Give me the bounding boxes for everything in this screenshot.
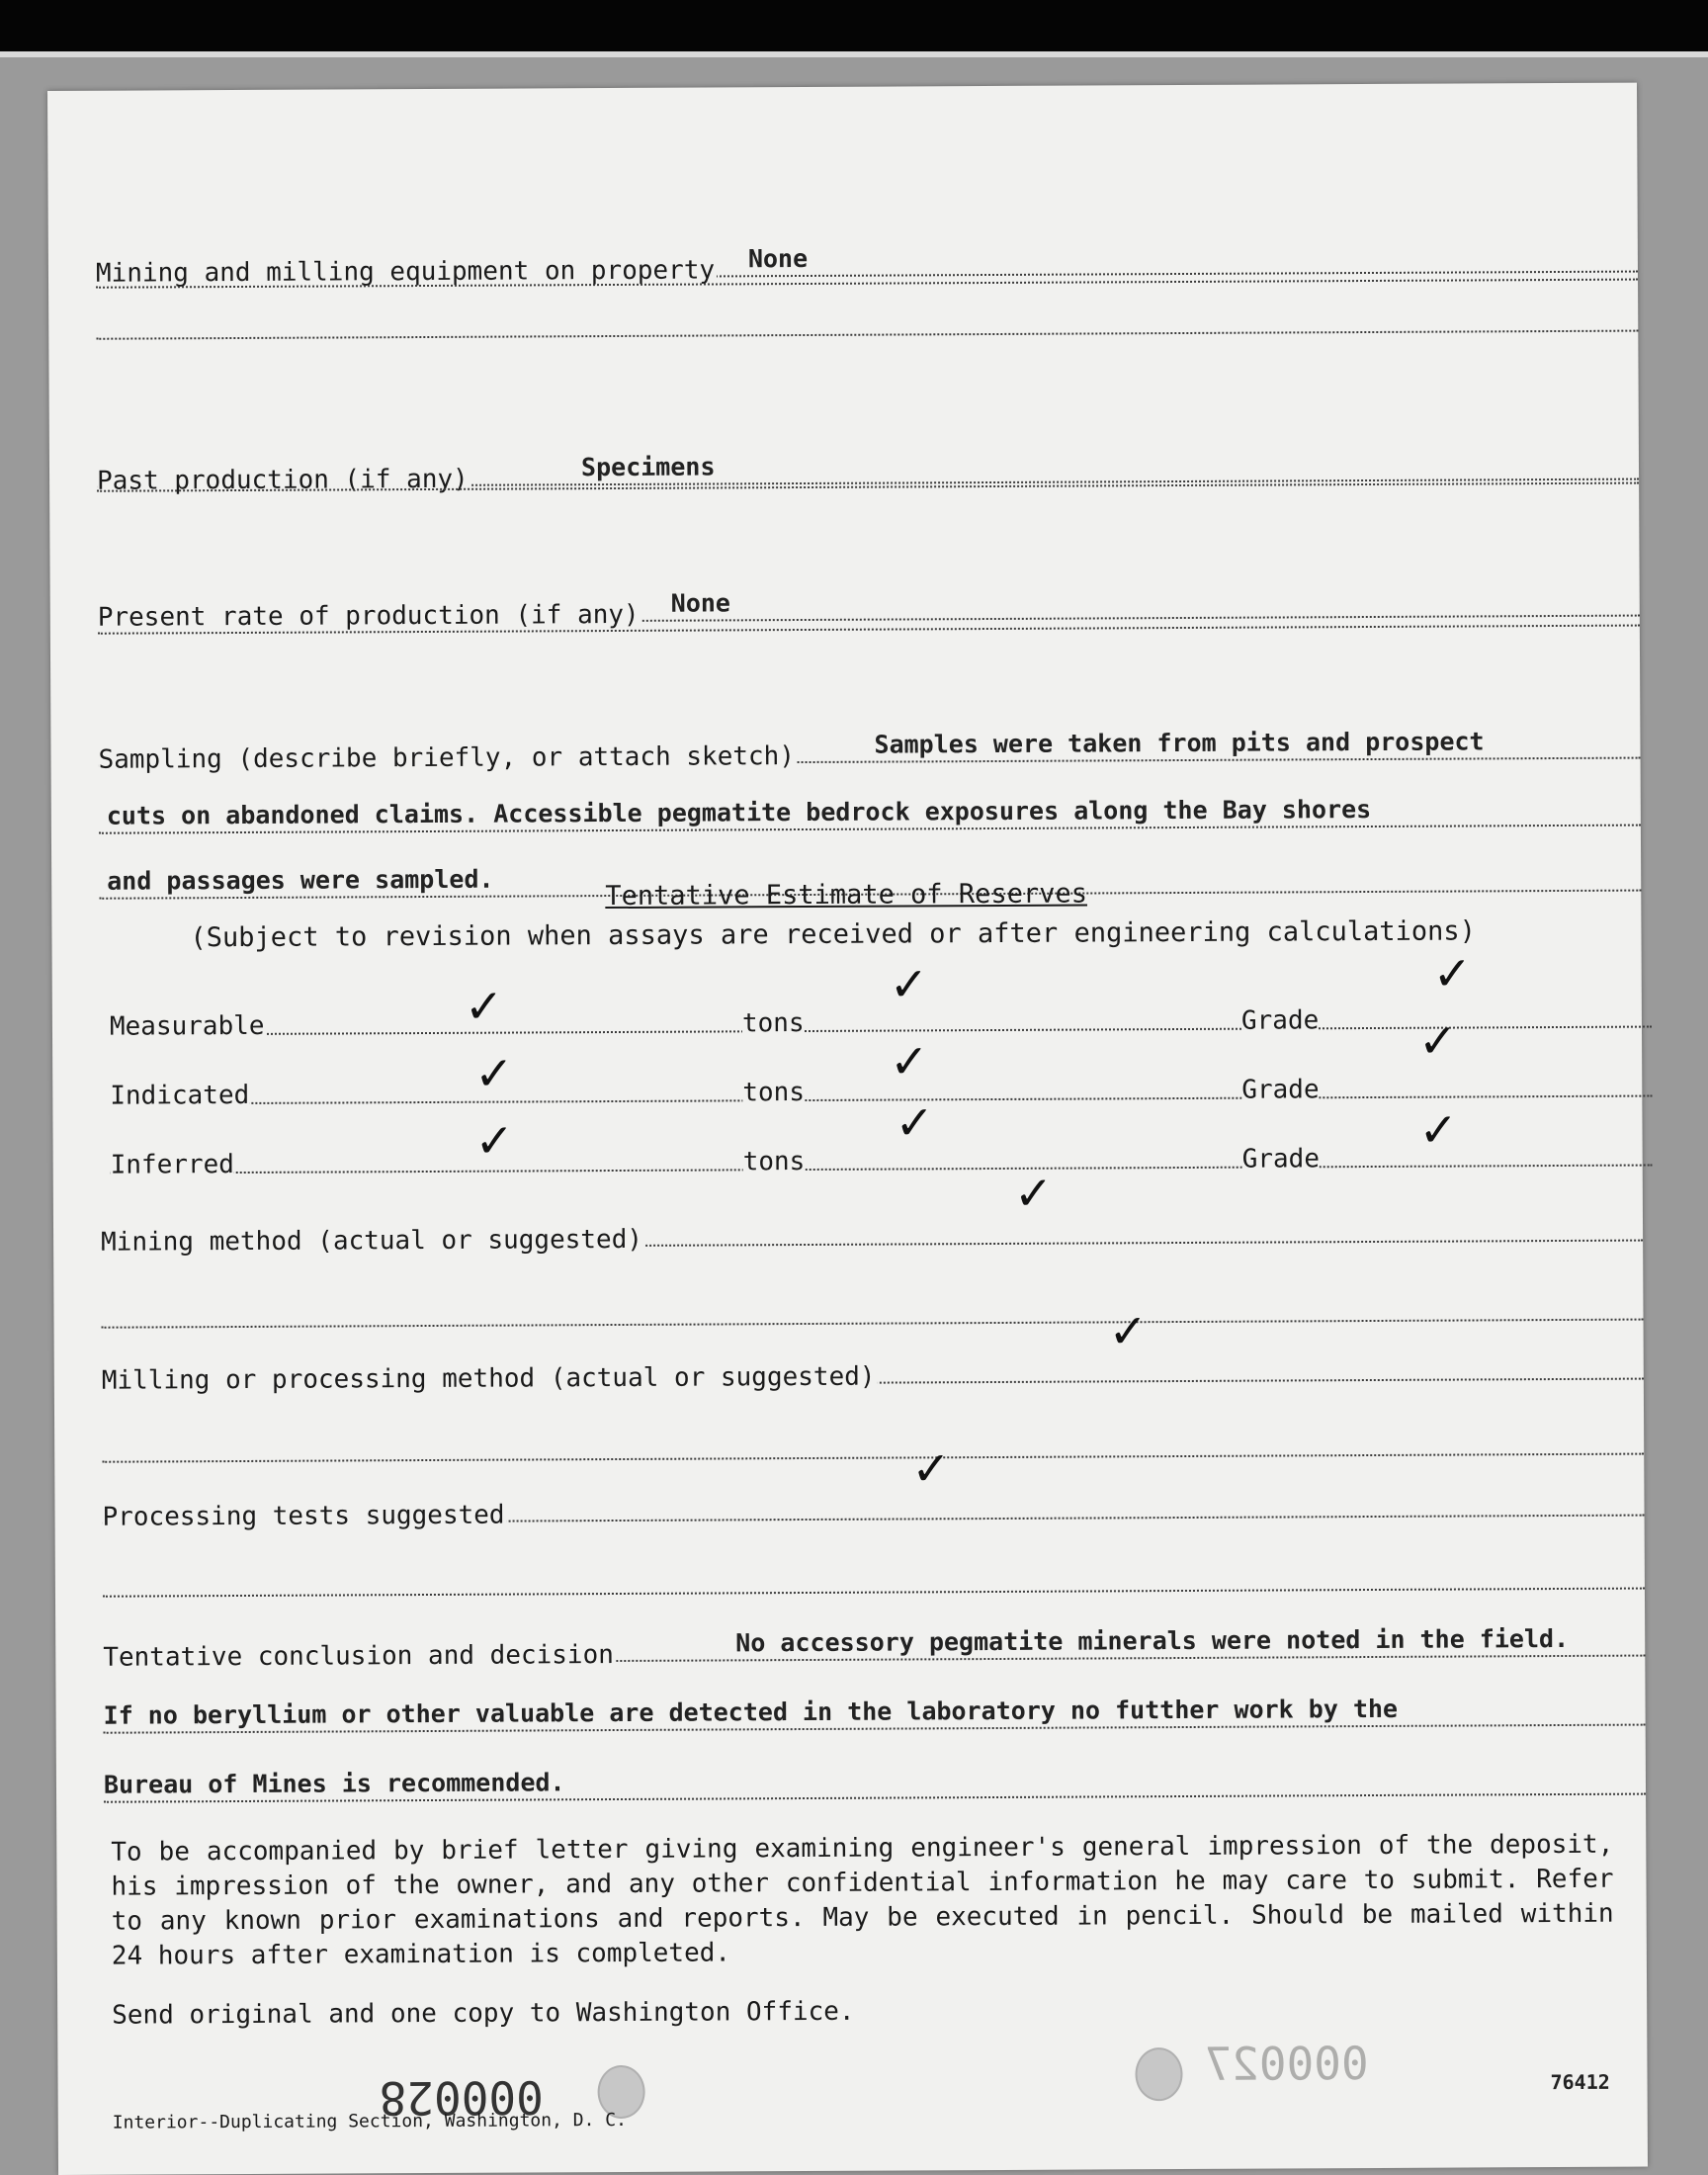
send-note: Send original and one copy to Washington Office. (112, 1996, 855, 2031)
form-code: 76412 (1550, 2069, 1610, 2095)
equipment-value: None (747, 243, 809, 274)
conclusion-label: Tentative conclusion and decision (103, 1640, 614, 1673)
mining-method-label: Mining method (actual or suggested) (101, 1224, 643, 1258)
reserve-type-label: Indicated (110, 1080, 250, 1111)
sampling-value-line3: and passages were sampled. (107, 864, 494, 896)
sampling-value-line2: cuts on abandoned claims. Accessible pegmatite bedrock exposures along the Bay shores (106, 794, 1372, 830)
reserve-type-label: Measurable (109, 1010, 265, 1042)
grade-label: Grade (1241, 1144, 1321, 1174)
check-mark-icon: ✓ (892, 1028, 925, 1091)
reserve-type-label: Inferred (110, 1150, 235, 1180)
check-mark-icon: ✓ (477, 1040, 510, 1103)
scanner-edge (0, 51, 1708, 57)
check-mark-icon: ✓ (914, 1436, 947, 1499)
instructions-paragraph: To be accompanied by brief letter giving examining engineer's general impression of the deposit, his impression of the owner, and any other confidential information he may care to submit. Refer to any known prior examinations and reports. May be executed in pencil. Should be mailed within 24 hours after examination is completed. (111, 1829, 1614, 1971)
form-page (47, 83, 1648, 2175)
check-mark-icon: ✓ (1420, 1007, 1454, 1071)
check-mark-icon: ✓ (1421, 1096, 1455, 1160)
reserves-subheading: (Subject to revision when assays are received or after engineering calculations) (190, 915, 1476, 954)
reserves-heading: Tentative Estimate of Reserves (605, 878, 1088, 913)
present-rate-label: Present rate of production (if any) (97, 599, 640, 633)
scanner-top-border (0, 0, 1708, 55)
punch-hole (1135, 2047, 1182, 2101)
sampling-row (98, 698, 1640, 775)
sampling-label: Sampling (describe briefly, or attach sketch) (98, 741, 796, 775)
present-rate-value: None (670, 588, 731, 618)
tons-label: tons (742, 1078, 806, 1108)
check-mark-icon: ✓ (477, 1107, 511, 1171)
check-mark-icon: ✓ (1111, 1298, 1145, 1361)
conclusion-value-line1: No accessory pegmatite minerals were noted in the field. (735, 1623, 1570, 1658)
equipment-label: Mining and milling equipment on property (95, 255, 716, 289)
sampling-value-line1: Samples were taken from pits and prospect (874, 727, 1485, 759)
milling-method-label: Milling or processing method (actual or suggested) (101, 1361, 876, 1396)
processing-tests-label: Processing tests suggested (102, 1500, 505, 1532)
show-through-stamp: 000027 (1204, 2037, 1369, 2091)
conclusion-row-2 (103, 1665, 1645, 1742)
processing-tests-row (102, 1455, 1644, 1532)
conclusion-row-3 (104, 1734, 1646, 1811)
footer-text: Interior--Duplicating Section, Washington, D. C. (112, 2109, 627, 2133)
check-mark-icon: ✓ (897, 1089, 931, 1153)
tons-label: tons (741, 1008, 805, 1039)
conclusion-value-line2: If no beryllium or other valuable are detected in the laboratory no futther work by the (103, 1694, 1399, 1730)
check-mark-icon: ✓ (892, 951, 925, 1014)
check-mark-icon: ✓ (1435, 940, 1469, 1003)
grade-label: Grade (1240, 1005, 1320, 1036)
check-mark-icon: ✓ (1016, 1160, 1050, 1223)
past-production-label: Past production (if any) (96, 464, 469, 496)
tons-label: tons (742, 1147, 806, 1177)
grade-label: Grade (1241, 1075, 1320, 1105)
present-rate-row (98, 556, 1640, 633)
conclusion-value-line3: Bureau of Mines is recommended. (103, 1768, 565, 1799)
check-mark-icon: ✓ (467, 973, 500, 1036)
milling-method-row (102, 1319, 1644, 1396)
mining-method-row (101, 1180, 1643, 1258)
conclusion-row (103, 1596, 1645, 1673)
equipment-row (96, 212, 1638, 289)
past-production-value: Specimens (580, 452, 716, 482)
blank-line (96, 330, 1638, 340)
stamp-number: 000028 (379, 2070, 544, 2126)
